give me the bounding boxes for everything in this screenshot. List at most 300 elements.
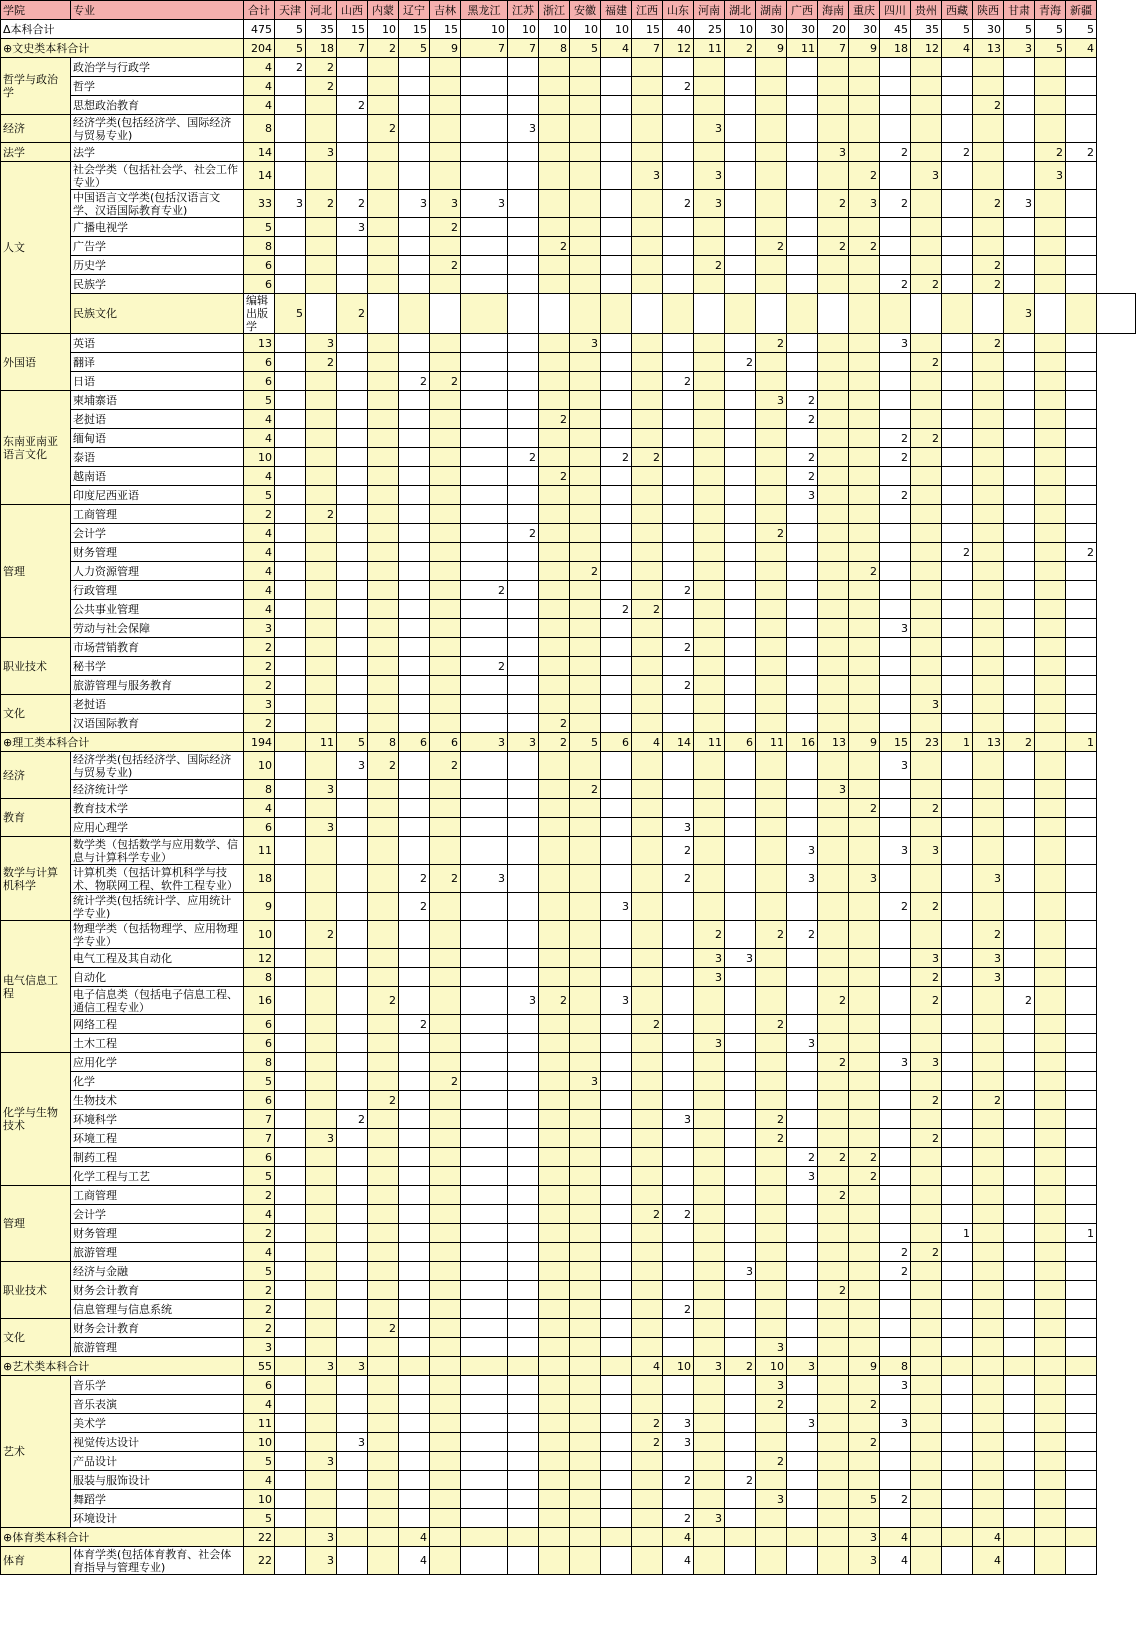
major-cell: 法学 <box>71 143 244 162</box>
count-cell <box>1066 1034 1097 1053</box>
count-cell <box>1035 893 1066 921</box>
count-cell <box>1035 1509 1066 1528</box>
count-cell <box>880 1110 911 1129</box>
count-cell <box>756 1319 787 1338</box>
count-cell <box>911 77 942 96</box>
count-cell <box>880 968 911 987</box>
count-cell <box>337 818 368 837</box>
count-cell <box>818 657 849 676</box>
count-cell <box>1004 1547 1035 1575</box>
count-cell <box>306 1110 337 1129</box>
count-cell: 2 <box>539 467 570 486</box>
count-cell <box>539 676 570 695</box>
count-cell <box>973 619 1004 638</box>
count-cell <box>880 657 911 676</box>
count-cell <box>1066 237 1097 256</box>
count-cell: 2 <box>694 921 725 949</box>
total-cell: 10 <box>244 921 275 949</box>
count-cell: 8 <box>368 733 399 752</box>
count-cell <box>306 448 337 467</box>
count-cell <box>430 780 461 799</box>
count-cell <box>539 1357 570 1376</box>
count-cell <box>399 581 430 600</box>
count-cell: 5 <box>1004 20 1035 39</box>
count-cell <box>430 429 461 448</box>
count-cell <box>725 1110 756 1129</box>
count-cell <box>973 1338 1004 1357</box>
count-cell: 5 <box>1035 39 1066 58</box>
count-cell <box>725 1300 756 1319</box>
count-cell <box>570 1129 601 1148</box>
count-cell <box>1035 334 1066 353</box>
count-cell <box>570 524 601 543</box>
count-cell <box>1066 372 1097 391</box>
count-cell <box>1004 780 1035 799</box>
count-cell <box>1004 543 1035 562</box>
count-cell <box>973 987 1004 1015</box>
count-cell <box>570 275 601 294</box>
count-cell <box>275 372 306 391</box>
count-cell <box>368 714 399 733</box>
count-cell <box>818 921 849 949</box>
count-cell <box>1035 837 1066 865</box>
count-cell: 3 <box>880 752 911 780</box>
count-cell <box>539 695 570 714</box>
count-cell <box>663 780 694 799</box>
count-cell: 2 <box>663 581 694 600</box>
count-cell <box>787 752 818 780</box>
count-cell <box>601 1338 632 1357</box>
count-cell: 2 <box>787 391 818 410</box>
count-cell <box>818 619 849 638</box>
count-cell <box>725 372 756 391</box>
count-cell <box>911 1357 942 1376</box>
count-cell <box>880 543 911 562</box>
count-cell <box>787 600 818 619</box>
count-cell <box>756 543 787 562</box>
count-cell <box>1066 190 1097 218</box>
count-cell <box>337 1395 368 1414</box>
count-cell <box>632 799 663 818</box>
count-cell <box>399 949 430 968</box>
count-cell <box>756 218 787 237</box>
count-cell <box>1035 695 1066 714</box>
count-cell <box>632 1319 663 1338</box>
count-cell <box>942 837 973 865</box>
count-cell: 5 <box>275 39 306 58</box>
count-cell <box>973 162 1004 190</box>
count-cell: 11 <box>306 733 337 752</box>
count-cell <box>601 1281 632 1300</box>
count-cell <box>508 1395 539 1414</box>
count-cell <box>461 505 508 524</box>
count-cell <box>399 638 430 657</box>
count-cell <box>508 162 539 190</box>
count-cell: 3 <box>756 1490 787 1509</box>
count-cell <box>601 921 632 949</box>
table-row <box>1 1091 1136 1110</box>
count-cell <box>275 1167 306 1186</box>
count-cell <box>942 893 973 921</box>
subtotal-row <box>1 1528 1136 1547</box>
count-cell <box>368 218 399 237</box>
count-cell <box>508 1186 539 1205</box>
count-cell <box>275 96 306 115</box>
count-cell <box>1035 77 1066 96</box>
count-cell <box>1004 1281 1035 1300</box>
count-cell <box>880 1471 911 1490</box>
count-cell <box>368 1471 399 1490</box>
count-cell <box>275 1110 306 1129</box>
header-cell: 江西 <box>632 1 663 20</box>
count-cell <box>368 1452 399 1471</box>
count-cell <box>337 1471 368 1490</box>
count-cell: 3 <box>508 115 539 143</box>
count-cell <box>539 1224 570 1243</box>
count-cell <box>539 96 570 115</box>
count-cell: 9 <box>756 39 787 58</box>
count-cell <box>725 714 756 733</box>
count-cell <box>694 1224 725 1243</box>
count-cell <box>368 638 399 657</box>
count-cell <box>694 581 725 600</box>
count-cell <box>880 467 911 486</box>
count-cell: 3 <box>787 1414 818 1433</box>
count-cell <box>973 893 1004 921</box>
count-cell <box>694 1414 725 1433</box>
count-cell <box>1004 1186 1035 1205</box>
count-cell <box>849 334 880 353</box>
count-cell: 5 <box>1035 20 1066 39</box>
count-cell <box>601 865 632 893</box>
count-cell <box>911 1205 942 1224</box>
count-cell <box>942 619 973 638</box>
major-cell: 翻译 <box>71 353 244 372</box>
count-cell <box>787 1338 818 1357</box>
count-cell <box>539 58 570 77</box>
count-cell: 2 <box>337 294 368 334</box>
count-cell: 10 <box>539 20 570 39</box>
count-cell: 11 <box>694 733 725 752</box>
count-cell <box>694 562 725 581</box>
count-cell: 4 <box>880 1528 911 1547</box>
count-cell <box>787 1015 818 1034</box>
count-cell <box>275 676 306 695</box>
count-cell <box>368 1262 399 1281</box>
count-cell <box>306 581 337 600</box>
total-cell: 3 <box>244 695 275 714</box>
total-cell: 8 <box>244 237 275 256</box>
major-cell: 财务管理 <box>71 543 244 562</box>
count-cell <box>1066 58 1097 77</box>
count-cell <box>1004 1300 1035 1319</box>
count-cell <box>942 968 973 987</box>
total-cell: 2 <box>244 1300 275 1319</box>
count-cell <box>942 676 973 695</box>
count-cell <box>508 1490 539 1509</box>
count-cell <box>601 1148 632 1167</box>
count-cell <box>337 1072 368 1091</box>
count-cell <box>1004 1072 1035 1091</box>
count-cell: 2 <box>880 1490 911 1509</box>
count-cell <box>399 1167 430 1186</box>
count-cell <box>539 619 570 638</box>
count-cell: 4 <box>942 39 973 58</box>
count-cell: 13 <box>973 733 1004 752</box>
count-cell <box>725 581 756 600</box>
count-cell <box>756 695 787 714</box>
count-cell: 1 <box>942 733 973 752</box>
count-cell <box>694 505 725 524</box>
count-cell <box>849 1186 880 1205</box>
count-cell <box>275 505 306 524</box>
count-cell: 2 <box>911 968 942 987</box>
count-cell <box>1004 1129 1035 1148</box>
count-cell <box>306 1509 337 1528</box>
count-cell <box>570 799 601 818</box>
count-cell <box>368 1224 399 1243</box>
college-cell: 数学与计算机科学 <box>1 837 71 921</box>
count-cell <box>725 256 756 275</box>
count-cell <box>399 1205 430 1224</box>
count-cell <box>880 714 911 733</box>
count-cell <box>275 334 306 353</box>
count-cell <box>306 372 337 391</box>
count-cell <box>1066 334 1097 353</box>
total-cell: 18 <box>244 865 275 893</box>
count-cell <box>725 837 756 865</box>
count-cell <box>461 1395 508 1414</box>
count-cell <box>818 714 849 733</box>
count-cell <box>601 1300 632 1319</box>
count-cell <box>787 58 818 77</box>
count-cell <box>632 372 663 391</box>
count-cell <box>368 695 399 714</box>
count-cell <box>694 1167 725 1186</box>
count-cell <box>1035 1433 1066 1452</box>
count-cell <box>725 987 756 1015</box>
major-cell: 工商管理 <box>71 505 244 524</box>
count-cell <box>1066 218 1097 237</box>
count-cell <box>337 1490 368 1509</box>
total-cell: 16 <box>244 987 275 1015</box>
count-cell <box>725 600 756 619</box>
count-cell: 3 <box>725 949 756 968</box>
count-cell <box>756 275 787 294</box>
college-cell: 民族文化 <box>71 294 244 334</box>
count-cell <box>942 638 973 657</box>
count-cell <box>399 543 430 562</box>
count-cell <box>1004 143 1035 162</box>
count-cell <box>725 543 756 562</box>
major-cell: 汉语国际教育 <box>71 714 244 733</box>
count-cell <box>818 581 849 600</box>
count-cell <box>663 1452 694 1471</box>
count-cell: 4 <box>973 1547 1004 1575</box>
count-cell <box>725 58 756 77</box>
count-cell <box>430 921 461 949</box>
table-row <box>1 1167 1136 1186</box>
count-cell <box>725 1224 756 1243</box>
count-cell <box>306 256 337 275</box>
count-cell <box>1004 410 1035 429</box>
table-row <box>1 1281 1136 1300</box>
count-cell <box>818 1015 849 1034</box>
count-cell <box>725 619 756 638</box>
count-cell <box>306 275 337 294</box>
count-cell <box>973 1262 1004 1281</box>
count-cell <box>508 1528 539 1547</box>
count-cell <box>1066 1433 1097 1452</box>
table-row <box>1 58 1136 77</box>
count-cell <box>632 1471 663 1490</box>
count-cell <box>461 1205 508 1224</box>
count-cell <box>1035 581 1066 600</box>
count-cell <box>275 275 306 294</box>
count-cell <box>368 1281 399 1300</box>
count-cell <box>756 1547 787 1575</box>
count-cell <box>632 143 663 162</box>
count-cell <box>570 1471 601 1490</box>
count-cell <box>1066 1186 1097 1205</box>
count-cell: 4 <box>632 733 663 752</box>
count-cell <box>570 695 601 714</box>
count-cell <box>911 780 942 799</box>
count-cell <box>1066 353 1097 372</box>
count-cell <box>306 1167 337 1186</box>
count-cell <box>942 190 973 218</box>
major-cell: 思想政治教育 <box>71 96 244 115</box>
count-cell: 2 <box>849 1395 880 1414</box>
count-cell <box>911 619 942 638</box>
count-cell <box>632 275 663 294</box>
major-cell: 体育学类(包括体育教育、社会体育指导与管理专业) <box>71 1547 244 1575</box>
count-cell <box>539 1395 570 1414</box>
count-cell <box>337 256 368 275</box>
count-cell <box>508 1547 539 1575</box>
count-cell <box>275 695 306 714</box>
count-cell <box>973 1433 1004 1452</box>
count-cell <box>880 410 911 429</box>
count-cell <box>399 256 430 275</box>
count-cell: 3 <box>461 190 508 218</box>
count-cell <box>570 1110 601 1129</box>
count-cell <box>632 1091 663 1110</box>
count-cell <box>368 1034 399 1053</box>
count-cell <box>1066 1300 1097 1319</box>
count-cell <box>725 1091 756 1110</box>
count-cell <box>306 638 337 657</box>
count-cell <box>911 581 942 600</box>
count-cell <box>570 657 601 676</box>
count-cell <box>508 1110 539 1129</box>
count-cell <box>911 1376 942 1395</box>
count-cell <box>399 1148 430 1167</box>
count-cell <box>399 1186 430 1205</box>
count-cell: 3 <box>911 949 942 968</box>
count-cell <box>632 949 663 968</box>
count-cell <box>337 162 368 190</box>
count-cell <box>275 1490 306 1509</box>
major-cell: 音乐表演 <box>71 1395 244 1414</box>
count-cell: 2 <box>663 676 694 695</box>
count-cell <box>725 893 756 921</box>
count-cell <box>1066 837 1097 865</box>
count-cell: 3 <box>694 968 725 987</box>
count-cell: 3 <box>880 619 911 638</box>
count-cell <box>337 543 368 562</box>
count-cell <box>337 1243 368 1262</box>
table-row <box>1 987 1136 1015</box>
count-cell <box>1004 353 1035 372</box>
count-cell <box>694 1186 725 1205</box>
count-cell <box>756 96 787 115</box>
count-cell <box>663 448 694 467</box>
count-cell <box>663 256 694 275</box>
count-cell <box>942 353 973 372</box>
table-row <box>1 448 1136 467</box>
count-cell <box>275 638 306 657</box>
count-cell <box>337 1091 368 1110</box>
count-cell <box>725 334 756 353</box>
count-cell <box>1066 600 1097 619</box>
count-cell <box>306 695 337 714</box>
count-cell <box>539 581 570 600</box>
count-cell <box>694 1452 725 1471</box>
major-cell: 劳动与社会保障 <box>71 619 244 638</box>
total-cell: 6 <box>244 1015 275 1034</box>
count-cell <box>942 1471 973 1490</box>
count-cell <box>570 638 601 657</box>
count-cell <box>725 1433 756 1452</box>
count-cell <box>306 1376 337 1395</box>
count-cell <box>275 1053 306 1072</box>
count-cell <box>973 1205 1004 1224</box>
count-cell: 2 <box>1066 143 1097 162</box>
count-cell <box>694 353 725 372</box>
count-cell <box>849 372 880 391</box>
count-cell <box>461 1452 508 1471</box>
count-cell <box>911 1471 942 1490</box>
college-cell: 法学 <box>1 143 71 162</box>
total-cell: 2 <box>244 638 275 657</box>
header-cell: 山西 <box>337 1 368 20</box>
count-cell <box>694 143 725 162</box>
count-cell <box>942 562 973 581</box>
count-cell <box>306 1053 337 1072</box>
count-cell <box>849 1509 880 1528</box>
total-cell: 10 <box>244 752 275 780</box>
count-cell <box>818 543 849 562</box>
count-cell <box>1035 1205 1066 1224</box>
count-cell <box>973 543 1004 562</box>
count-cell <box>818 1129 849 1148</box>
count-cell <box>430 448 461 467</box>
count-cell: 2 <box>756 524 787 543</box>
count-cell <box>570 1186 601 1205</box>
count-cell <box>275 1528 306 1547</box>
count-cell <box>399 562 430 581</box>
count-cell: 4 <box>663 1528 694 1547</box>
count-cell <box>1004 1433 1035 1452</box>
major-cell: 产品设计 <box>71 1452 244 1471</box>
count-cell <box>756 562 787 581</box>
count-cell: 2 <box>368 987 399 1015</box>
count-cell <box>306 391 337 410</box>
count-cell <box>1004 1528 1035 1547</box>
count-cell: 13 <box>973 39 1004 58</box>
count-cell: 2 <box>663 865 694 893</box>
